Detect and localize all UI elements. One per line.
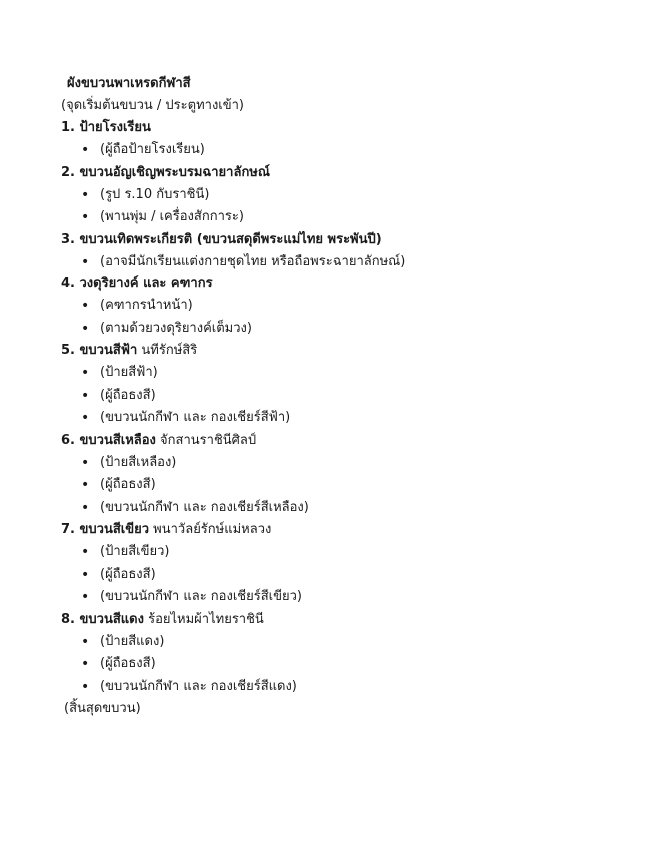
list-item-text: (ป้ายสีฟ้า) — [100, 365, 158, 380]
list-item — [61, 497, 621, 520]
section-heading-label: 3. ขบวนเทิดพระเกียรติ (ขบวนสดุดีพระแม่ไทย พระพันปี) — [61, 231, 382, 247]
section-subtitle: นทีรักษ์สิริ — [141, 343, 198, 358]
end-note: (สิ้นสุดขบวน) — [64, 701, 141, 716]
list-item-text: (ขบวนนักกีฬา และ กองเชียร์สีเขียว) — [100, 589, 302, 604]
section-list — [61, 117, 621, 698]
section-heading — [61, 162, 621, 184]
list-item — [61, 564, 621, 587]
list-item — [61, 676, 621, 699]
section-heading-label: 5. ขบวนสีฟ้า — [61, 343, 138, 358]
section-subtitle: พนาวัลย์รักษ์แม่หลวง — [153, 522, 272, 537]
bullet-icon: • — [81, 142, 90, 158]
list-item — [61, 541, 621, 564]
list-item-text: (ผู้ถือธงสี) — [100, 566, 156, 582]
section-item-list — [61, 251, 621, 274]
list-item — [61, 206, 621, 229]
start-note: (จุดเริ่มต้นขบวน / ประตูทางเข้า) — [61, 98, 245, 113]
section-heading-label: 6. ขบวนสีเหลือง — [61, 432, 156, 448]
list-item — [61, 139, 621, 162]
list-item-text: (ผู้ถือธงสี) — [100, 656, 156, 671]
section-subtitle: ร้อยไหมผ้าไทยราชินี — [148, 611, 264, 627]
document-body — [61, 73, 621, 720]
list-item — [61, 653, 621, 676]
bullet-icon: • — [81, 320, 90, 337]
list-item — [61, 452, 621, 475]
list-item-text: (ป้ายสีเขียว) — [100, 544, 170, 559]
section-heading-label: 4. วงดุริยางค์ และ คฑากร — [61, 276, 213, 291]
section-heading — [61, 430, 621, 452]
list-item-text: (ขบวนนักกีฬา และ กองเชียร์สีเหลือง) — [100, 499, 309, 515]
section-heading-label: 8. ขบวนสีแดง — [61, 611, 144, 627]
list-item-text: (ผู้ถือป้ายโรงเรียน) — [100, 142, 205, 157]
list-item — [61, 251, 621, 274]
bullet-icon: • — [81, 678, 90, 695]
section-item-list — [61, 452, 621, 520]
section-item-list — [61, 139, 621, 162]
section-item-list — [61, 631, 621, 699]
section-heading — [61, 117, 621, 139]
list-item-text: (อาจมีนักเรียนแต่งกายชุดไทย หรือถือพระฉายาลักษณ์) — [100, 253, 406, 269]
list-item-text: (ขบวนนักกีฬา และ กองเชียร์สีแดง) — [100, 678, 297, 694]
bullet-icon: • — [81, 633, 90, 650]
list-item — [61, 385, 621, 408]
section-heading — [61, 340, 621, 362]
bullet-icon: • — [81, 410, 90, 426]
bullet-icon: • — [81, 566, 90, 583]
list-item — [61, 474, 621, 497]
document-title: ผังขบวนพาเหรดกีฬาสี — [67, 76, 191, 91]
section-item-list — [61, 184, 621, 229]
list-item-text: (รูป ร.10 กับราชินี) — [100, 186, 210, 202]
bullet-icon: • — [81, 253, 90, 270]
list-item — [61, 318, 621, 341]
list-item-text: (ผู้ถือธงสี) — [100, 477, 156, 492]
bullet-icon: • — [81, 589, 90, 605]
section-item-list — [61, 295, 621, 340]
section-heading — [61, 229, 621, 251]
list-item-text: (พานพุ่ม / เครื่องสักการะ) — [100, 209, 244, 224]
bullet-icon: • — [81, 387, 90, 404]
list-item — [61, 586, 621, 609]
bullet-icon: • — [81, 656, 90, 672]
list-item-text: (ขบวนนักกีฬา และ กองเชียร์สีฟ้า) — [100, 410, 291, 425]
list-item — [61, 295, 621, 318]
section-heading — [61, 273, 621, 295]
bullet-icon: • — [81, 477, 90, 493]
section-heading-label: 2. ขบวนอัญเชิญพระบรมฉายาลักษณ์ — [61, 164, 270, 180]
section-heading-label: 7. ขบวนสีเขียว — [61, 522, 150, 537]
section-item-list — [61, 541, 621, 609]
bullet-icon: • — [81, 544, 90, 560]
list-item-text: (ผู้ถือธงสี) — [100, 387, 156, 403]
bullet-icon: • — [81, 186, 90, 203]
list-item-text: (ป้ายสีเหลือง) — [100, 454, 177, 470]
section-item-list — [61, 362, 621, 430]
section-heading-label: 1. ป้ายโรงเรียน — [61, 120, 151, 135]
list-item — [61, 631, 621, 654]
bullet-icon: • — [81, 298, 90, 314]
bullet-icon: • — [81, 365, 90, 381]
list-item-text: (ตามด้วยวงดุริยางค์เต็มวง) — [100, 320, 252, 336]
section-heading — [61, 609, 621, 631]
bullet-icon: • — [81, 209, 90, 225]
list-item-text: (คฑากรนำหน้า) — [100, 298, 193, 313]
section-subtitle: จักสานราชินีศิลป์ — [160, 432, 257, 448]
bullet-icon: • — [81, 499, 90, 516]
list-item — [61, 184, 621, 207]
bullet-icon: • — [81, 454, 90, 471]
section-heading — [61, 519, 621, 541]
list-item-text: (ป้ายสีแดง) — [100, 633, 165, 649]
list-item — [61, 362, 621, 385]
list-item — [61, 407, 621, 430]
